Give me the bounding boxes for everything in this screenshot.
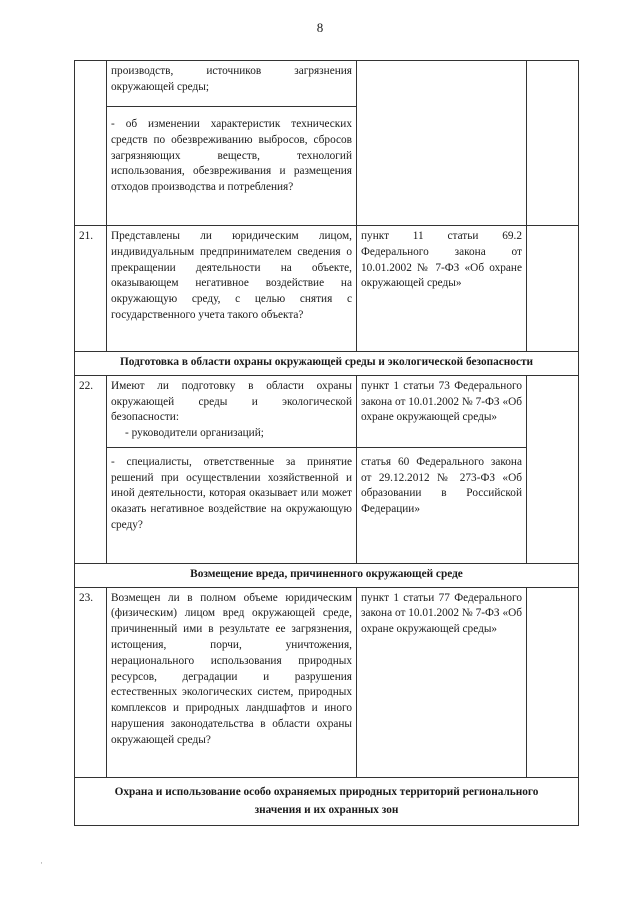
question-cell: Возмещен ли в полном объеме юридическим (физическим) лицом вред окружающей среде, причиненный ими в результате ее загрязнения, истощения, порчи, уничтожения, нерационального использования природных ресурсов, деградации и разрушения естественных экологических систем, природных комплексов и природных ландшафтов и иного нарушения законодательства в области охраны окружающей среды? [107,587,357,777]
reference-cell: пункт 1 статьи 77 Федерального закона от 10.01.2002 № 7-ФЗ «Об охране окружающей среды» [357,587,527,777]
reference-cell: статья 60 Федерального закона от 29.12.2012 № 273-ФЗ «Об образовании в Российской Федерации» [357,447,527,563]
question-cell: производств, источников загрязнения окружающей среды; [107,61,357,107]
checklist-table [74,60,579,826]
table-row [75,226,579,352]
scan-artifact: · [40,858,43,868]
row-number-empty [75,61,107,226]
reference-cell: пункт 1 статьи 73 Федерального закона от 10.01.2002 № 7-ФЗ «Об охране окружающей среды» [357,375,527,447]
table-row [75,587,579,777]
question-cell: Представлены ли юридическим лицом, индивидуальным предпринимателем сведения о прекращении деятельности на объекте, оказывающем негативное воздействие на окружающую среду, с целью снятия с государственного учета такого объекта? [107,226,357,352]
table-row [75,61,579,107]
table-row [75,375,579,447]
answer-cell [527,375,579,563]
section-header: Охрана и использование особо охраняемых природных территорий регионального значения и их охранных зон [75,777,579,825]
section-header-row [75,352,579,376]
question-cell [107,375,357,447]
reference-cell: пункт 11 статьи 69.2 Федерального закона от 10.01.2002 № 7-ФЗ «Об охране окружающей среды» [357,226,527,352]
question-subitem: - руководители организаций; [125,427,264,440]
section-header-row [75,777,579,825]
section-header: Подготовка в области охраны окружающей среды и экологической безопасности [75,352,579,376]
row-number: 22. [75,375,107,563]
row-number: 23. [75,587,107,777]
answer-cell [527,587,579,777]
section-header-row [75,563,579,587]
answer-cell [527,61,579,226]
question-cell: - об изменении характеристик технических средств по обезвреживанию выбросов, сбросов загрязняющих веществ, технологий использования, обезвреживания и размещения отходов производства и потребления? [107,107,357,226]
question-cell: - специалисты, ответственные за принятие решений при осуществлении хозяйственной и иной деятельности, которая оказывает или может оказать негативное воздействие на окружающую среду? [107,447,357,563]
table-row [75,447,579,563]
section-header: Возмещение вреда, причиненного окружающей среде [75,563,579,587]
reference-cell-empty [357,61,527,226]
answer-cell [527,226,579,352]
question-text: Имеют ли подготовку в области охраны окружающей среды и экологической безопасности: [111,379,352,424]
row-number: 21. [75,226,107,352]
page-number: 8 [316,20,324,35]
